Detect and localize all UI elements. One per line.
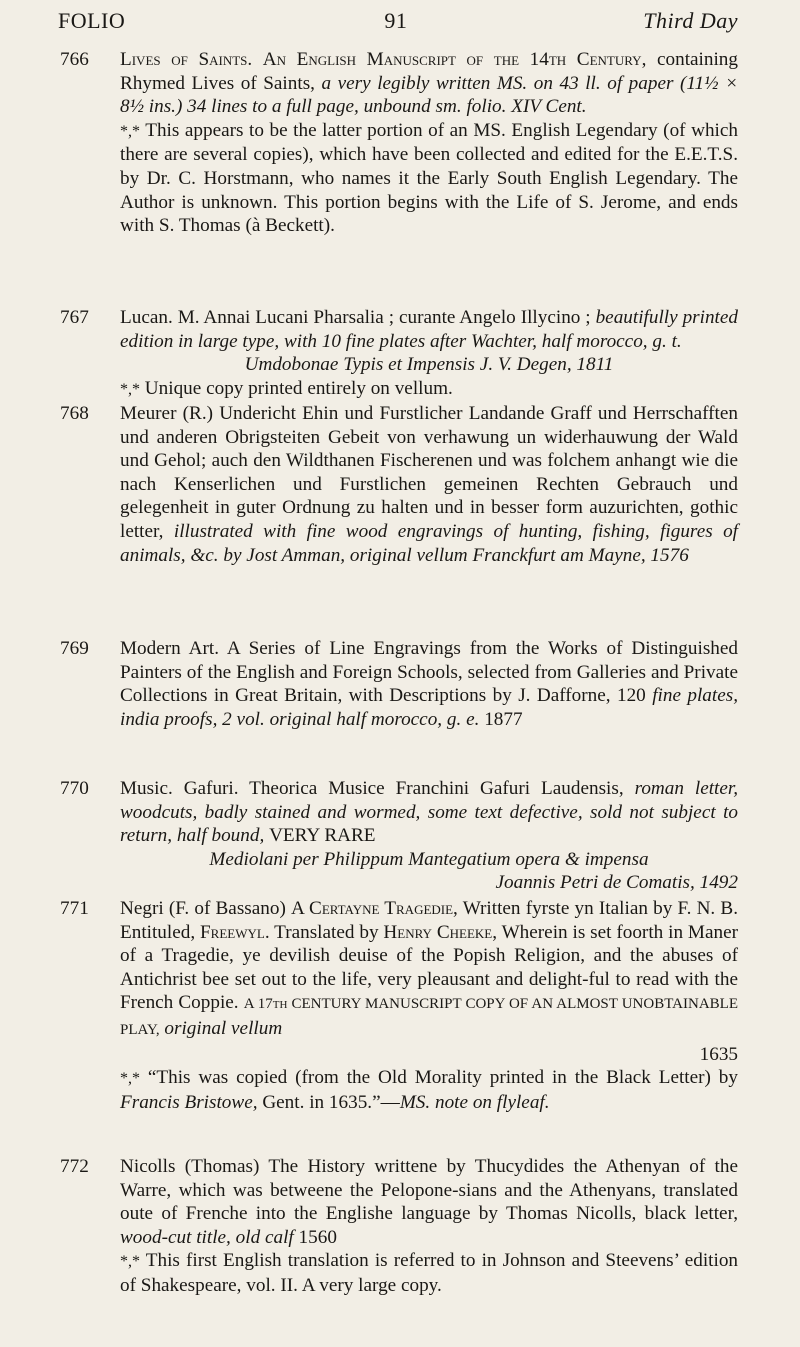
lot-text: The History writtene by Thucydides the Athenyan of the Warre, which was betweene the Pelopone-sians and the Athenyans, translated oute of Frenche into the Englishe language by Thomas Nicolls, bbox=[120, 1156, 738, 1225]
lot-text-3: Wherein is set foorth in Maner of a Tragedie, ye devilish deuise of the Popish Religion, and the abuses of Antichrist bee set out to the life, very pleausant and delight-ful to read with the French Coppie. bbox=[120, 921, 738, 1014]
lot-note-ms: MS. bbox=[399, 1091, 431, 1113]
lot-number: 768 bbox=[60, 403, 89, 424]
lot-767 bbox=[60, 306, 738, 401]
note-mark: *,* bbox=[120, 1253, 140, 1271]
lot-number: 767 bbox=[60, 307, 89, 328]
lot-description: fine plates, india proofs, 2 vol. original half morocco, g. e. bbox=[120, 685, 739, 730]
lot-heading: Meurer (R.) bbox=[120, 403, 214, 424]
lot-title-freewyl: Freewyl. bbox=[200, 921, 270, 943]
lot-text: Gafuri. Theorica Musice Franchini Gafuri Laudensis, bbox=[183, 778, 624, 799]
lot-note: This first English translation is referred to in Johnson and Steevens’ edition of Shakespeare, vol. II. A very large copy. bbox=[120, 1250, 739, 1296]
lot-note: “This was copied (from the Old Morality printed in the Black Letter) by bbox=[147, 1067, 738, 1089]
lot-771 bbox=[60, 897, 738, 1114]
day-label: Third Day bbox=[643, 8, 738, 33]
lot-description: beautifully printed edition in large type, with 10 fine plates after Wachter, half morocco, g. t. bbox=[120, 307, 738, 352]
lot-text: Written fyrste yn Italian by F. N. B. Entituled, bbox=[120, 898, 738, 943]
lot-heading: Lives of Saints. bbox=[120, 49, 253, 70]
note-mark: *,* bbox=[120, 380, 140, 398]
lot-rarity: VERY RARE bbox=[269, 825, 376, 847]
lot-description: wood-cut title, old calf bbox=[120, 1226, 294, 1248]
folio-label: FOLIO bbox=[58, 8, 126, 33]
lot-date: 1877 bbox=[484, 708, 523, 730]
lot-769 bbox=[60, 637, 738, 731]
page-header bbox=[58, 8, 738, 38]
lot-date: 1635 bbox=[699, 1043, 738, 1065]
lot-number: 771 bbox=[60, 898, 89, 919]
lot-number: 770 bbox=[60, 778, 89, 799]
lot-770 bbox=[60, 777, 738, 895]
lot-note: Unique copy printed entirely on vellum. bbox=[144, 377, 453, 399]
lot-date: XIV Cent. bbox=[511, 96, 587, 118]
lot-number: 766 bbox=[60, 49, 89, 70]
lot-gothic: black letter, bbox=[644, 1203, 738, 1225]
lot-heading: Negri (F. of Bassano) bbox=[120, 898, 286, 919]
lot-note-name: Francis Bristowe, bbox=[120, 1091, 258, 1113]
lot-text: Undericht Ehin und Furstlicher Landande Graff und Herrschafften und anderen Obrigsteiten Gebeit von verhawung un widerhauwung der Wald und Gehol; auch den Wildthanen Fischerenen und was folchem anhangt wie die nach Kenserlichen und Furstlichen gemeinen Rechten Gebrauch und gelegenheit in guter Ordnung zu halten und in besser form auzurichten, bbox=[120, 403, 738, 519]
lot-date: 1560 bbox=[298, 1226, 337, 1248]
lot-description: a very legibly written MS. on 43 ll. of paper (11½ × 8½ ins.) 34 lines to a full page, unbound bbox=[120, 72, 739, 118]
lot-text: M. Annai Lucani Pharsalia ; curante Angelo Illycino ; bbox=[177, 307, 591, 328]
note-mark: *,* bbox=[120, 1070, 140, 1088]
lot-description: original vellum bbox=[164, 1017, 283, 1039]
page-number: 91 bbox=[384, 8, 408, 33]
lot-text: A Series of Line Engravings from the Works of Distinguished Painters of the English and Foreign Schools, selected from Galleries and Private Collections in Great Britain, with Descriptions by J. Dafforne, 120 bbox=[120, 638, 738, 707]
lot-heading: Nicolls (Thomas) bbox=[120, 1156, 260, 1177]
lot-heading: Music. bbox=[120, 778, 173, 799]
lot-heading: Lucan. bbox=[120, 307, 173, 328]
lot-text-2: Translated by bbox=[274, 921, 379, 943]
lot-note: This appears to be the latter portion of an MS. English Legendary (of which there are several copies), which have been collected and edited for the E.E.T.S. by Dr. C. Horstmann, who names it the Early South English Legendary. The Author is unknown. This portion begins with the Life of S. Jerome, and ends with S. Thomas (à Beckett). bbox=[120, 119, 739, 237]
lot-text: containing Rhymed Lives of Saints, bbox=[120, 49, 738, 94]
lot-imprint: Mediolani per Philippum Mantegatium opera & impensa bbox=[209, 848, 649, 870]
lot-format: sm. folio. bbox=[435, 96, 507, 118]
lot-title: A Certayne Tragedie, bbox=[291, 898, 458, 919]
lot-imprint: Franckfurt am Mayne, 1576 bbox=[472, 544, 689, 566]
lot-title: An English Manuscript of the 14th Century, bbox=[262, 49, 647, 70]
lot-description: illustrated with fine wood engravings of hunting, fishing, figures of animals, &c. by Jost Amman, original vellum bbox=[120, 520, 739, 566]
lot-766 bbox=[60, 48, 738, 238]
lot-number: 769 bbox=[60, 638, 89, 659]
lot-768 bbox=[60, 402, 738, 567]
lot-description: roman letter, woodcuts, badly stained and wormed, some text defective, sold not subject to return, half bound, bbox=[120, 778, 739, 847]
lot-772 bbox=[60, 1155, 738, 1298]
lot-number: 772 bbox=[60, 1156, 89, 1177]
lot-translator: Henry Cheeke, bbox=[383, 921, 498, 943]
lot-gothic: gothic letter, bbox=[120, 497, 738, 542]
lot-imprint-2: Joannis Petri de Comatis, 1492 bbox=[495, 872, 738, 894]
lot-note-end: note on flyleaf. bbox=[434, 1091, 550, 1113]
lot-note-2: Gent. in 1635.”— bbox=[262, 1091, 400, 1113]
lot-imprint: Umdobonae Typis et Impensis J. V. Degen, 1811 bbox=[244, 354, 614, 376]
lot-caps: A 17th CENTURY MANUSCRIPT COPY OF AN ALMOST UNOBTAINABLE PLAY, bbox=[120, 996, 739, 1038]
note-mark: *,* bbox=[120, 122, 140, 140]
lot-heading: Modern Art. bbox=[120, 638, 219, 659]
